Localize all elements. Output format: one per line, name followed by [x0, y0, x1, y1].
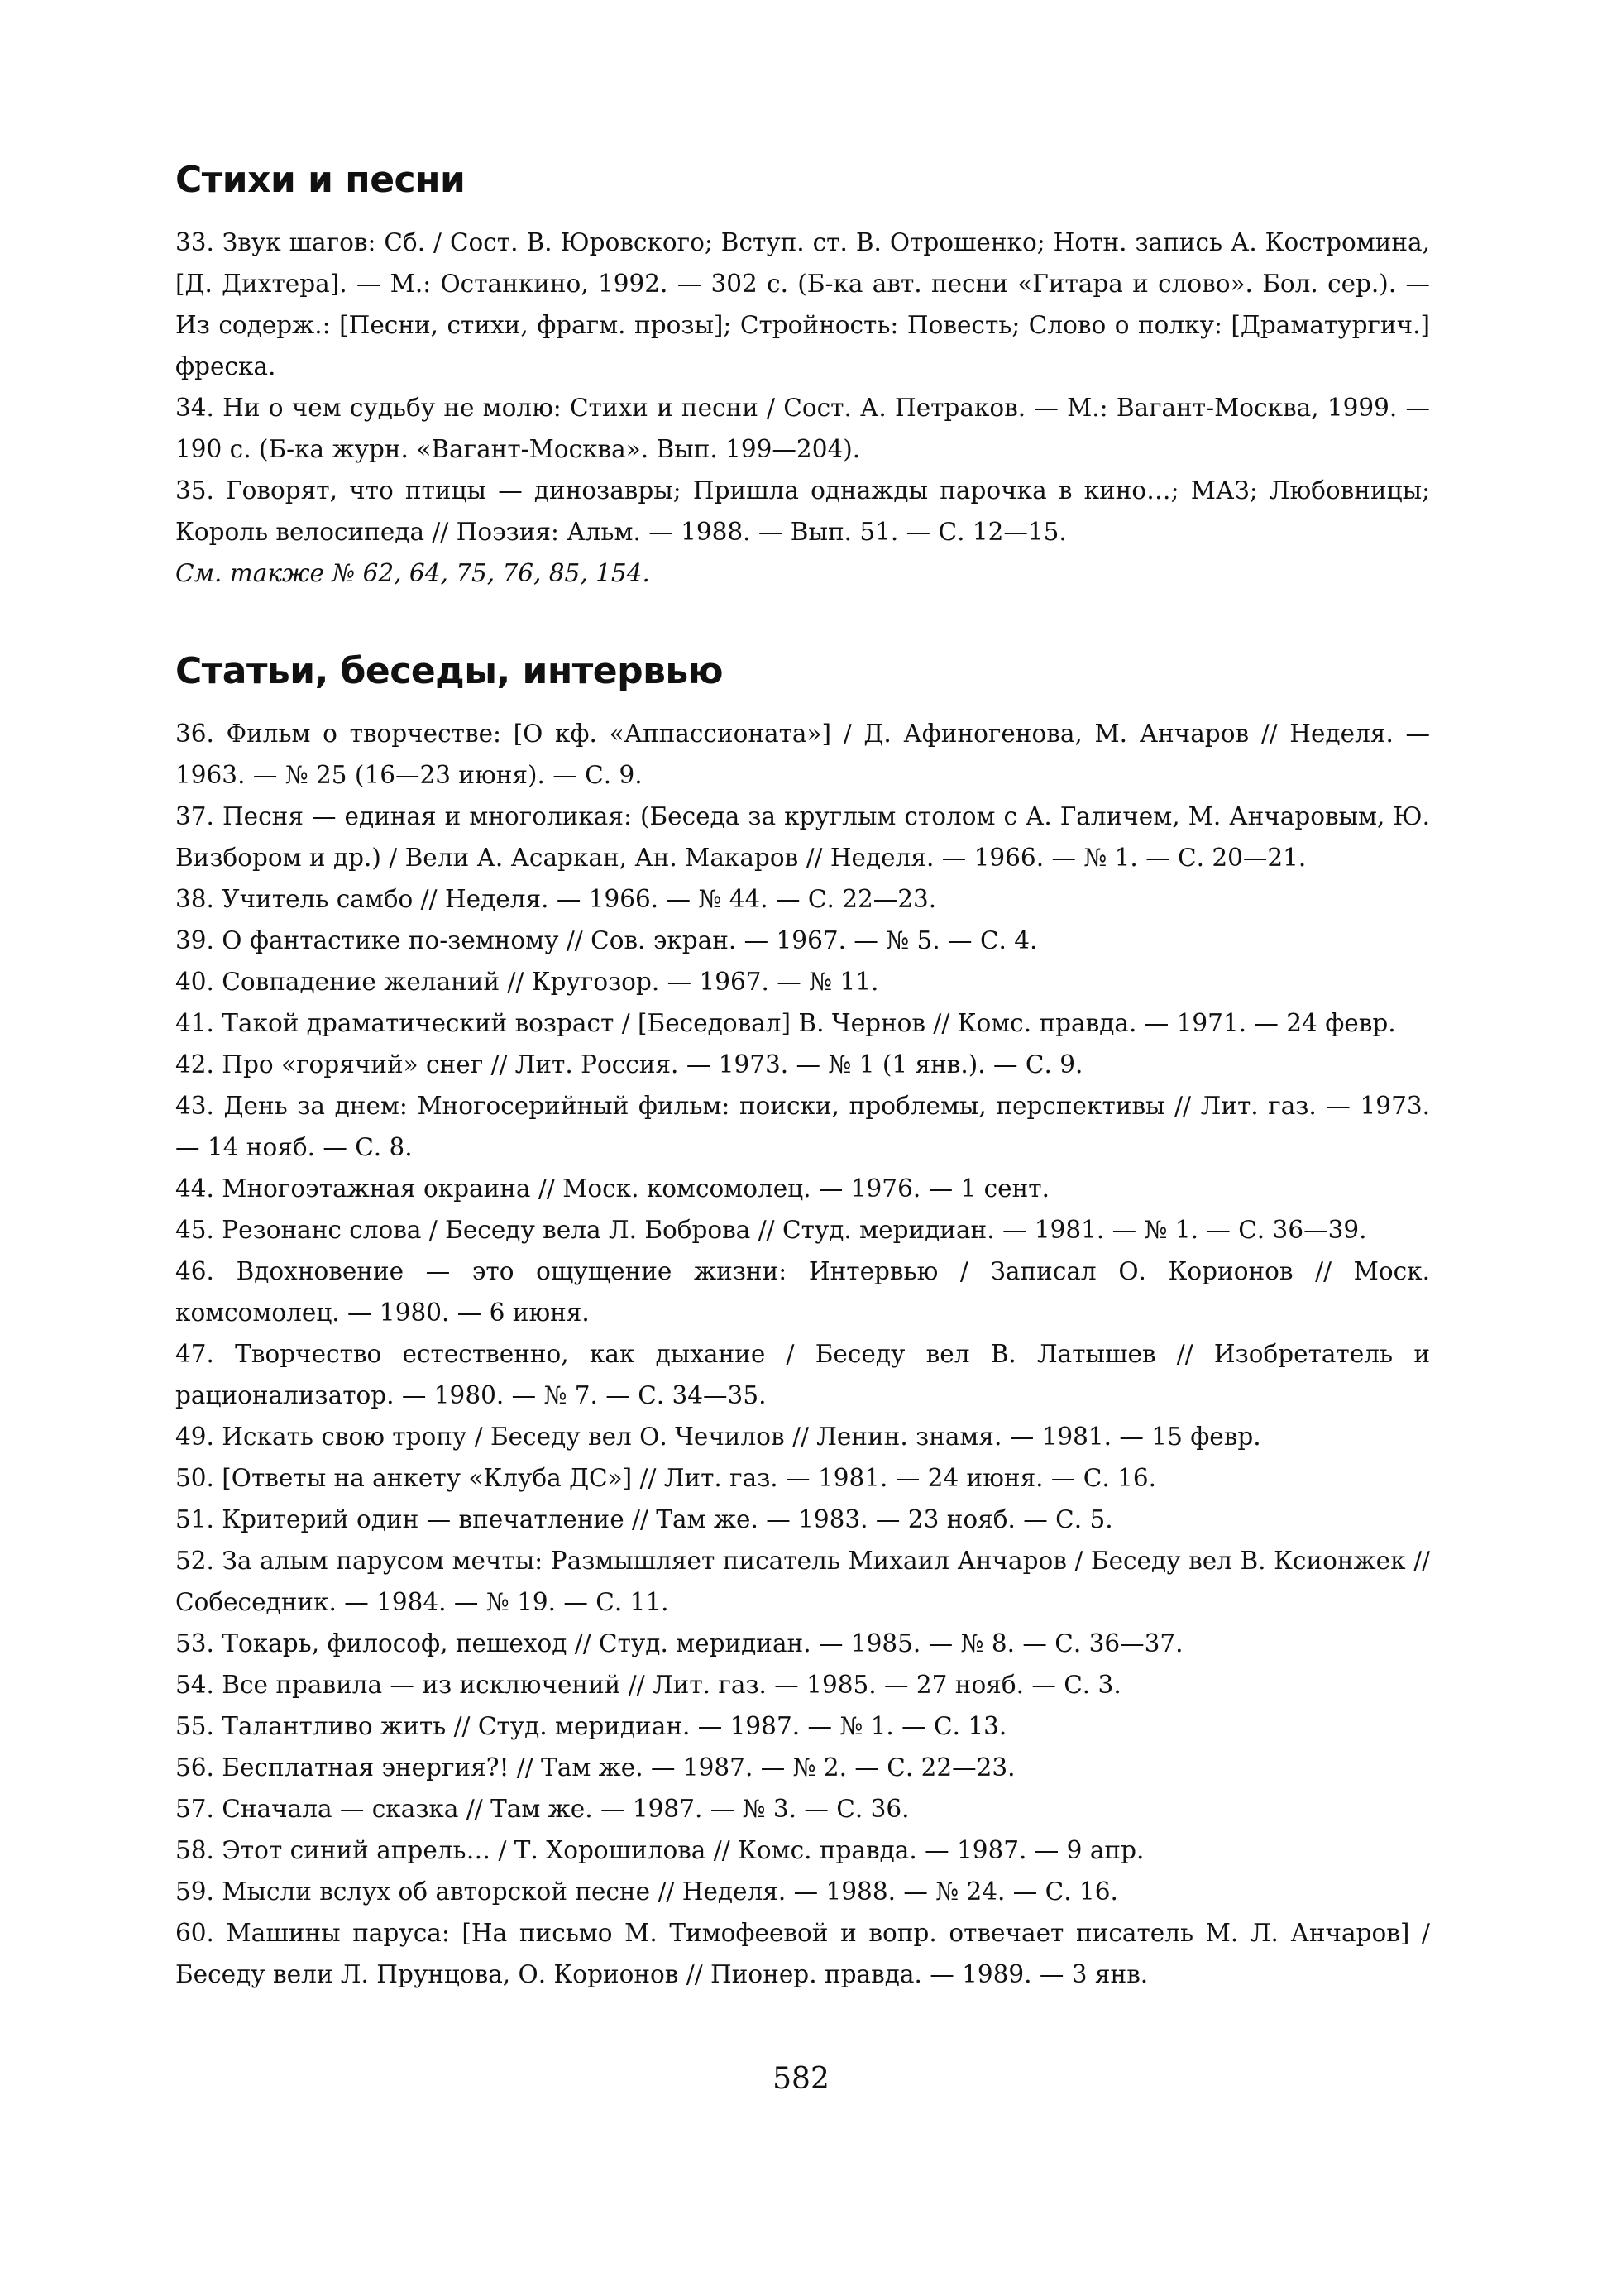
bibliography-entry-40: 40. Совпадение желаний // Кругозор. — 1967. — № 11.	[175, 968, 879, 996]
page-body	[175, 157, 1430, 1995]
bibliography-entry-41: 41. Такой драматический возраст / [Беседовал] В. Чернов // Комс. правда. — 1971. — 24 февр.	[175, 1009, 1396, 1037]
bibliography-entry-37: 37. Песня — единая и многоликая: (Беседа за круглым столом с А. Галичем, М. Анчаровым, Ю. Визбором и др.) / Вели А. Асаркан, Ан. Макаров // Неделя. — 1966. — № 1. — С. 20—21.	[175, 802, 1430, 872]
see-also-note: См. также № 62, 64, 75, 76, 85, 154.	[175, 559, 650, 587]
bibliography-entry-54: 54. Все правила — из исключений // Лит. газ. — 1985. — 27 нояб. — С. 3.	[175, 1671, 1121, 1699]
bibliography-entry-51: 51. Критерий один — впечатление // Там же. — 1983. — 23 нояб. — С. 5.	[175, 1505, 1113, 1533]
bibliography-entry-33: 33. Звук шагов: Сб. / Сост. В. Юровского; Вступ. ст. В. Отрошенко; Нотн. запись А. Костромина, [Д. Дихтера]. — М.: Останкино, 1992. — 302 с. (Б-ка авт. песни «Гитара и слово». Бол. сер.). — Из содерж.: [Песни, стихи, фрагм. прозы]; Стройность: Повесть; Слово о полку: [Драматургич.] фреска.	[175, 228, 1430, 380]
bibliography-entry-39: 39. О фантастике по-земному // Сов. экран. — 1967. — № 5. — С. 4.	[175, 926, 1038, 954]
bibliography-entry-49: 49. Искать свою тропу / Беседу вел О. Чечилов // Ленин. знамя. — 1981. — 15 февр.	[175, 1423, 1261, 1451]
bibliography-entry-45: 45. Резонанс слова / Беседу вела Л. Боброва // Студ. меридиан. — 1981. — № 1. — С. 36—39.	[175, 1216, 1367, 1244]
bibliography-entry-57: 57. Сначала — сказка // Там же. — 1987. — № 3. — С. 36.	[175, 1795, 910, 1823]
bibliography-entry-56: 56. Бесплатная энергия?! // Там же. — 1987. — № 2. — С. 22—23.	[175, 1753, 1016, 1782]
bibliography-entry-44: 44. Многоэтажная окраина // Моск. комсомолец. — 1976. — 1 сент.	[175, 1174, 1050, 1203]
bibliography-entry-60: 60. Машины паруса: [На письмо М. Тимофеевой и вопр. отвечает писатель М. Л. Анчаров] / Беседу вели Л. Прунцова, О. Корионов // Пионер. правда. — 1989. — 3 янв.	[175, 1919, 1430, 1988]
bibliography-entry-52: 52. За алым парусом мечты: Размышляет писатель Михаил Анчаров / Беседу вел В. Ксионжек // Собеседник. — 1984. — № 19. — С. 11.	[175, 1547, 1430, 1616]
bibliography-entry-43: 43. День за днем: Многосерийный фильм: поиски, проблемы, перспективы // Лит. газ. — 1973. — 14 нояб. — С. 8.	[175, 1092, 1430, 1161]
bibliography-entry-59: 59. Мысли вслух об авторской песне // Неделя. — 1988. — № 24. — С. 16.	[175, 1877, 1118, 1906]
entry-list-articles	[175, 713, 1430, 1995]
bibliography-entry-53: 53. Токарь, философ, пешеход // Студ. меридиан. — 1985. — № 8. — С. 36—37.	[175, 1629, 1184, 1657]
bibliography-entry-55: 55. Талантливо жить // Студ. меридиан. — 1987. — № 1. — С. 13.	[175, 1712, 1007, 1740]
bibliography-entry-58: 58. Этот синий апрель… / Т. Хорошилова // Комс. правда. — 1987. — 9 апр.	[175, 1836, 1145, 1864]
bibliography-entry-38: 38. Учитель самбо // Неделя. — 1966. — № 44. — С. 22—23.	[175, 885, 937, 913]
section-title-poems: Стихи и песни	[175, 159, 466, 201]
bibliography-entry-35: 35. Говорят, что птицы — динозавры; Пришла однажды парочка в кино…; МАЗ; Любовницы; Король велосипеда // Поэзия: Альм. — 1988. — Вып. 51. — С. 12—15.	[175, 476, 1430, 546]
bibliography-entry-47: 47. Творчество естественно, как дыхание / Беседу вел В. Латышев // Изобретатель и рационализатор. — 1980. — № 7. — С. 34—35.	[175, 1340, 1430, 1409]
entry-list-poems	[175, 222, 1430, 594]
bibliography-entry-34: 34. Ни о чем судьбу не молю: Стихи и песни / Сост. А. Петраков. — М.: Вагант-Москва, 1999. — 190 с. (Б-ка журн. «Вагант-Москва». Вып. 199—204).	[175, 394, 1430, 463]
page-number: 582	[772, 2062, 830, 2096]
bibliography-entry-42: 42. Про «горячий» снег // Лит. Россия. — 1973. — № 1 (1 янв.). — С. 9.	[175, 1050, 1083, 1079]
section-title-articles: Статьи, беседы, интервью	[175, 650, 724, 692]
bibliography-entry-50: 50. [Ответы на анкету «Клуба ДС»] // Лит. газ. — 1981. — 24 июня. — С. 16.	[175, 1464, 1157, 1492]
bibliography-entry-46: 46. Вдохновение — это ощущение жизни: Интервью / Записал О. Корионов // Моск. комсомолец. — 1980. — 6 июня.	[175, 1257, 1430, 1327]
bibliography-entry-36: 36. Фильм о творчестве: [О кф. «Аппассионата»] / Д. Афиногенова, М. Анчаров // Неделя. — 1963. — № 25 (16—23 июня). — С. 9.	[175, 720, 1430, 789]
